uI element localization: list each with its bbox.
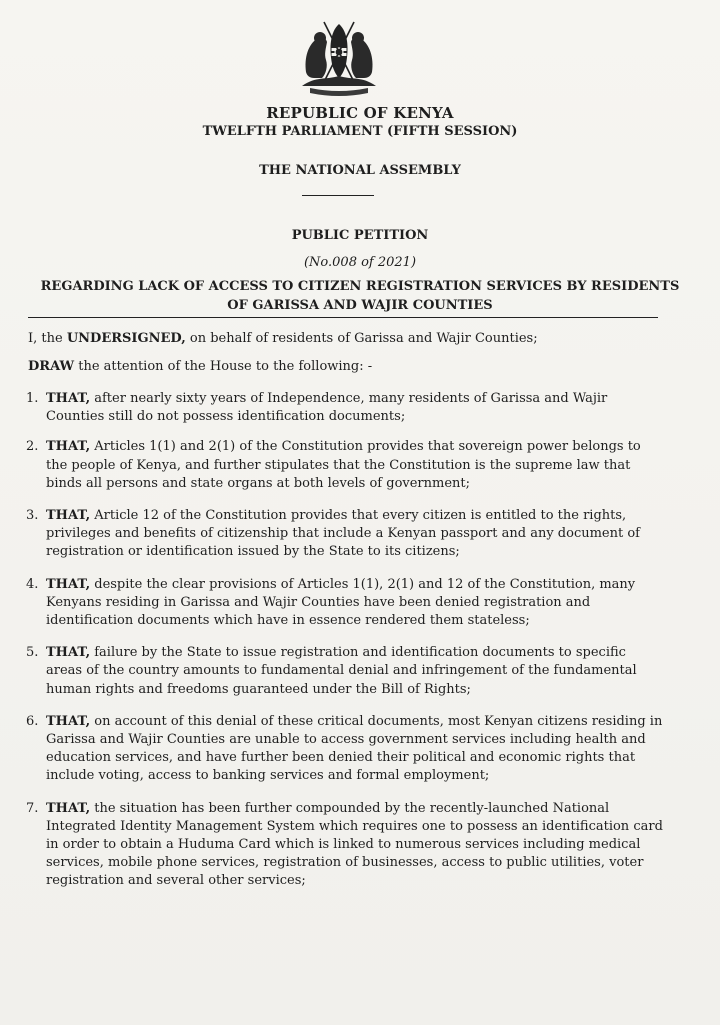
list-item: 6. THAT, on account of this denial of these critical documents, most Kenyan citizens residing in Garissa and Wajir Counties are unable to access government services including health and education services, and have further been denied their political and economic rights that include voting, access to banking services and formal employment; [26,713,663,784]
list-item: 3. THAT, Article 12 of the Constitution provides that every citizen is entitled to the rights, privileges and benefits of citizenship that include a Kenyan passport and any document of registration or identification issued by the State to its citizens; [26,508,640,560]
list-item: 7. THAT, the situation has been further compounded by the recently-launched National Integrated Identity Management System which requires one to possess an identification card in order to obtain a Huduma Card which is linked to numerous services including medical services, mobile phone services, registration of businesses, access to public utilities, voter registration and several other services; [26,800,663,889]
republic-heading: REPUBLIC OF KENYA [266,104,454,122]
petition-title: REGARDING LACK OF ACCESS TO CITIZEN REGISTRATION SERVICES BY RESIDENTS OF GARISSA AND WAJIR COUNTIES [40,279,680,313]
intro-line: DRAW the attention of the House to the following: - [28,359,373,374]
petition-number: (No.008 of 2021) [303,255,417,270]
list-item: 1. THAT, after nearly sixty years of Independence, many residents of Garissa and Wajir Counties still do not possess identification documents; [26,391,608,425]
coat-of-arms-icon [296,14,382,96]
parliament-heading: TWELFTH PARLIAMENT (FIFTH SESSION) [202,124,518,139]
list-item: 4. THAT, despite the clear provisions of Articles 1(1), 2(1) and 12 of the Constitution, many Kenyans residing in Garissa and Wajir Counties have been denied registration and identification documents which have in essence rendered them stateless; [26,576,636,629]
list-item: 5. THAT, failure by the State to issue registration and identification documents to specific areas of the country amounts to fundamental denial and infringement of the fundamental human rights and freedoms guaranteed under the Bill of Rights; [26,645,637,697]
intro-line: I, the UNDERSIGNED, on behalf of residents of Garissa and Wajir Counties; [28,331,538,346]
assembly-heading: THE NATIONAL ASSEMBLY [259,163,461,178]
list-item: 2. THAT, Articles 1(1) and 2(1) of the Constitution provides that sovereign power belongs to the people of Kenya, and further stipulates that the Constitution is the supreme law that binds all persons and state organs at both levels of government; [26,439,641,491]
divider [302,195,374,196]
divider [28,317,658,318]
petition-label: PUBLIC PETITION [291,228,429,243]
petition-items-list [26,390,666,891]
